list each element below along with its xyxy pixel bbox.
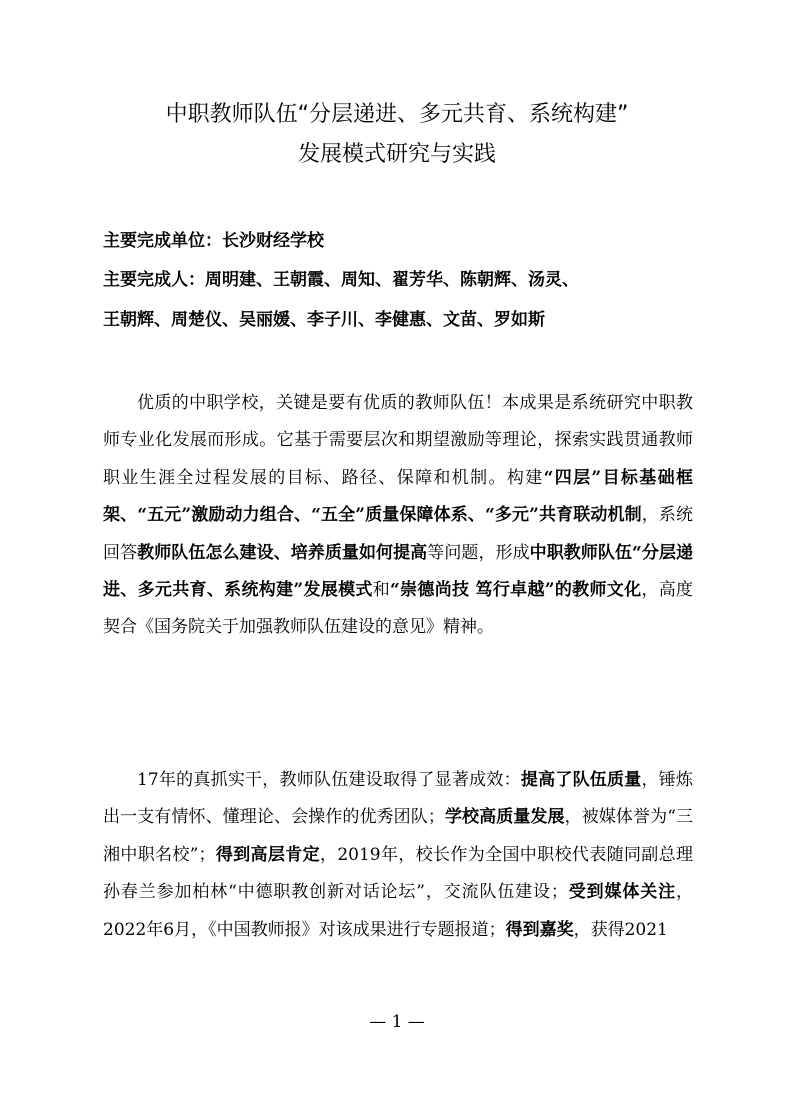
completion-unit: 主要完成单位：长沙财经学校 bbox=[103, 231, 324, 251]
text-run: 等问题，形成 bbox=[427, 542, 530, 563]
document-title-line-2: 发展模式研究与实践 bbox=[297, 142, 496, 167]
text-run: ，2019年，校长作为全国中职校代表随同副总理孙春兰参加柏林“中德职教创新对话论坛”，交流队伍建设； bbox=[103, 844, 694, 903]
bold-text-run: 教师队伍怎么建设、培养质量如何提高 bbox=[137, 542, 428, 563]
text-run: ，2022年6月，《中国教师报》对该成果进行专题报道； bbox=[103, 882, 693, 940]
bold-text-run: “崇德尚技 笃行卓越”的教师文化 bbox=[390, 580, 642, 601]
bold-text-run: 学校高质量发展 bbox=[444, 807, 565, 828]
text-run: ，系统回答 bbox=[103, 505, 694, 563]
text-run: 17年的真抓实干，教师队伍建设取得了显著成效： bbox=[137, 770, 521, 790]
bold-text-run: 中职教师队伍“分层递进、多元共育、系统构建”发展模式 bbox=[103, 542, 694, 601]
paragraph-achievements bbox=[103, 762, 693, 949]
paragraph-overview bbox=[103, 385, 693, 647]
text-run: ，获得2021 bbox=[573, 919, 668, 940]
bold-text-run: 得到高层肯定 bbox=[215, 844, 320, 865]
text-run: 和 bbox=[372, 580, 390, 601]
document-title-line-1: 中职教师队伍“分层递进、多元共育、系统构建” bbox=[165, 102, 629, 127]
bold-text-run: 受到媒体关注 bbox=[567, 882, 676, 903]
bold-text-run: “四层”目标基础框架、“五元”激励动力组合、“五全”质量保障体系、“多元”共育联动机制 bbox=[103, 467, 693, 526]
bold-text-run: 得到嘉奖 bbox=[505, 919, 574, 940]
bold-text-run: 提高了队伍质量 bbox=[520, 770, 642, 790]
completion-people-line-1: 主要完成人：周明建、王朝霞、周知、翟芳华、陈朝辉、汤灵、 bbox=[103, 270, 579, 290]
page-number: — 1 — bbox=[369, 1012, 425, 1032]
completion-people-line-2: 王朝辉、周楚仪、吴丽媛、李子川、李健惠、文苗、罗如斯 bbox=[103, 310, 545, 330]
text-run: 优质的中职学校，关键是要有优质的教师队伍！本成果是系统研究中职教师专业化发展而形成。它基于需要层次和期望激励等理论，探索实践贯通教师职业生涯全过程发展的目标、路径、保障和机制。构建 bbox=[103, 393, 693, 488]
text-run: ，锤炼出一支有情怀、懂理论、会操作的优秀团队； bbox=[103, 770, 694, 828]
text-run: ，高度契合《国务院关于加强教师队伍建设的意见》精神。 bbox=[103, 580, 694, 638]
text-run: ，被媒体誉为“三湘中职名校”； bbox=[103, 807, 693, 865]
